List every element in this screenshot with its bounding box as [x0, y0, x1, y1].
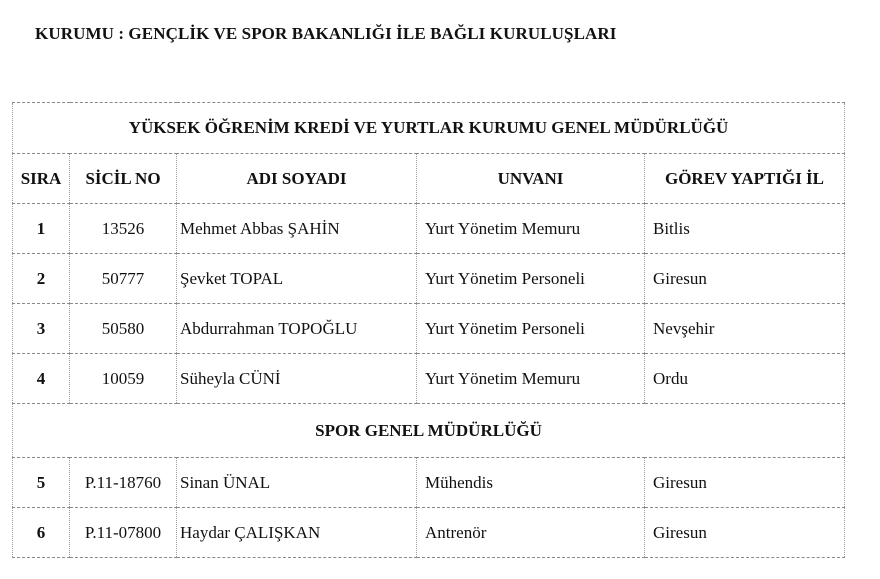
- cell-adi-soyadi: Süheyla CÜNİ: [177, 354, 417, 404]
- cell-adi-soyadi: Mehmet Abbas ŞAHİN: [177, 204, 417, 254]
- cell-sicil-no: P.11-18760: [70, 458, 177, 508]
- table-row: [13, 458, 845, 508]
- column-header-gorev-il: GÖREV YAPTIĞI İL: [645, 154, 845, 204]
- cell-unvani: Antrenör: [417, 508, 645, 558]
- cell-sicil-no: P.11-07800: [70, 508, 177, 558]
- table-row: [13, 508, 845, 558]
- cell-adi-soyadi: Abdurrahman TOPOĞLU: [177, 304, 417, 354]
- cell-gorev-il: Giresun: [645, 458, 845, 508]
- cell-unvani: Yurt Yönetim Personeli: [417, 254, 645, 304]
- table-row: [13, 204, 845, 254]
- cell-sicil-no: 50777: [70, 254, 177, 304]
- cell-gorev-il: Giresun: [645, 254, 845, 304]
- personnel-table: [12, 102, 845, 558]
- column-header-row: [13, 154, 845, 204]
- cell-adi-soyadi: Haydar ÇALIŞKAN: [177, 508, 417, 558]
- cell-gorev-il: Nevşehir: [645, 304, 845, 354]
- section-title: SPOR GENEL MÜDÜRLÜĞÜ: [13, 404, 845, 458]
- cell-gorev-il: Bitlis: [645, 204, 845, 254]
- cell-sira: 3: [13, 304, 70, 354]
- column-header-unvani: UNVANI: [417, 154, 645, 204]
- page-title: KURUMU : GENÇLİK VE SPOR BAKANLIĞI İLE BAĞLI KURULUŞLARI: [35, 24, 617, 43]
- cell-unvani: Yurt Yönetim Memuru: [417, 354, 645, 404]
- cell-sicil-no: 13526: [70, 204, 177, 254]
- cell-sicil-no: 50580: [70, 304, 177, 354]
- cell-sira: 1: [13, 204, 70, 254]
- table-row: [13, 304, 845, 354]
- section-header-row: [13, 404, 845, 458]
- cell-sira: 6: [13, 508, 70, 558]
- section-title: YÜKSEK ÖĞRENİM KREDİ VE YURTLAR KURUMU GENEL MÜDÜRLÜĞÜ: [13, 103, 845, 154]
- cell-unvani: Mühendis: [417, 458, 645, 508]
- column-header-sira: SIRA: [13, 154, 70, 204]
- table-row: [13, 354, 845, 404]
- table-row: [13, 254, 845, 304]
- section-header-row: [13, 103, 845, 154]
- column-header-sicil-no: SİCİL NO: [70, 154, 177, 204]
- cell-gorev-il: Ordu: [645, 354, 845, 404]
- cell-sira: 5: [13, 458, 70, 508]
- cell-unvani: Yurt Yönetim Memuru: [417, 204, 645, 254]
- cell-unvani: Yurt Yönetim Personeli: [417, 304, 645, 354]
- cell-sira: 2: [13, 254, 70, 304]
- cell-sira: 4: [13, 354, 70, 404]
- cell-sicil-no: 10059: [70, 354, 177, 404]
- cell-adi-soyadi: Şevket TOPAL: [177, 254, 417, 304]
- cell-gorev-il: Giresun: [645, 508, 845, 558]
- column-header-adi-soyadi: ADI SOYADI: [177, 154, 417, 204]
- cell-adi-soyadi: Sinan ÜNAL: [177, 458, 417, 508]
